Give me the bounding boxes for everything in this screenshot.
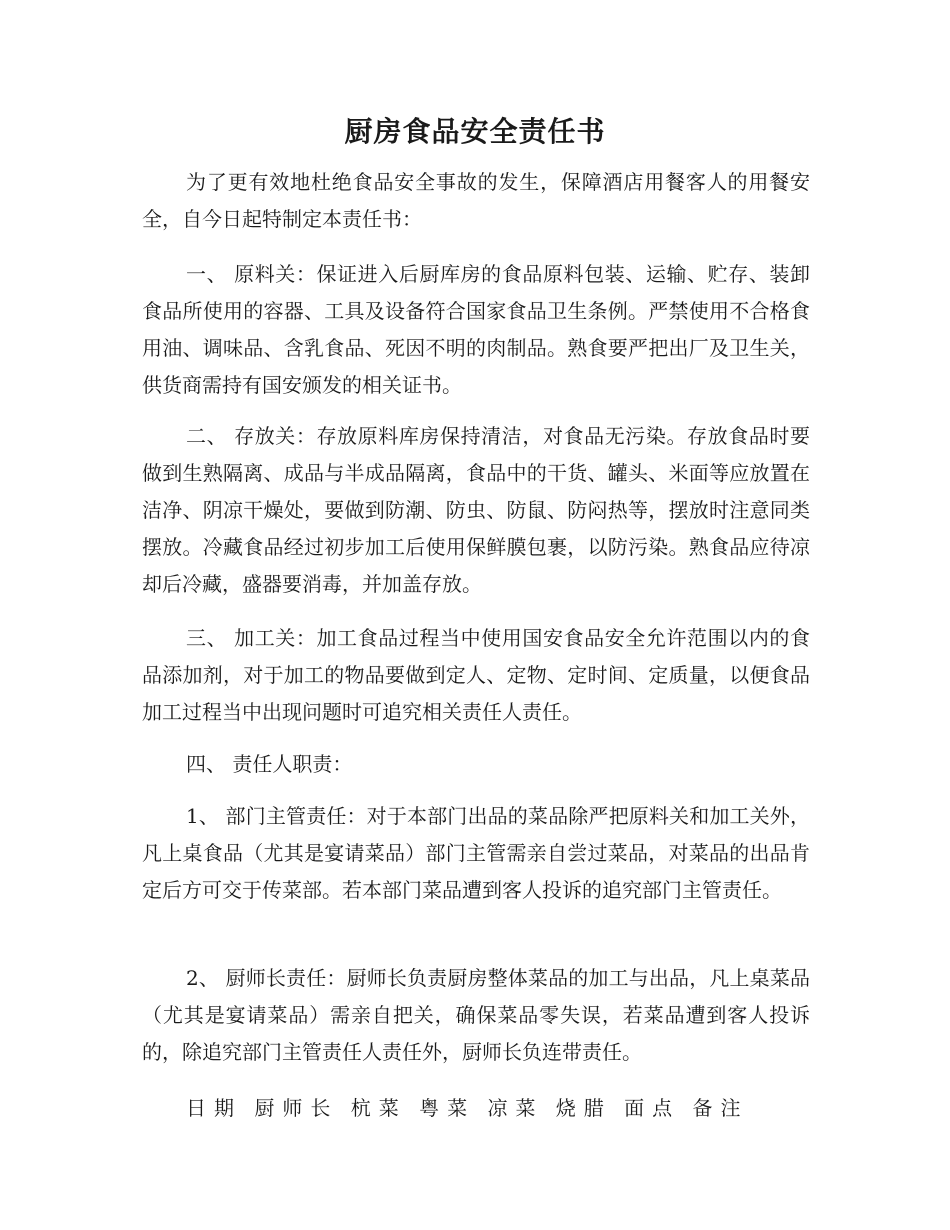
header-cell-cantonese-cuisine: 粤菜 bbox=[419, 1096, 476, 1120]
intro-paragraph: 为了更有效地杜绝食品安全事故的发生，保障酒店用餐客人的用餐安全，自今日起特制定本责任书： bbox=[142, 170, 810, 231]
header-cell-roast-meats: 烧腊 bbox=[555, 1096, 612, 1120]
paragraph-department-manager: 1、 部门主管责任：对于本部门出品的菜品除严把原料关和加工关外，凡上桌食品（尤其是宴请菜品）部门主管需亲自尝过菜品，对菜品的出品肯定后方可交于传菜部。若本部门菜品遭到客人投诉的追究部门主管责任。 bbox=[142, 804, 810, 902]
paragraph-head-chef: 2、 厨师长责任：厨师长负责厨房整体菜品的加工与出品，凡上桌菜品（尤其是宴请菜品）需亲自把关，确保菜品零失误，若菜品遭到客人投诉的，除追究部门主管责任人责任外，厨师长负连带责任。 bbox=[142, 966, 810, 1064]
header-cell-date: 日期 bbox=[186, 1096, 242, 1120]
signature-table-header bbox=[186, 1090, 755, 1127]
paragraph-storage: 二、 存放关：存放原料库房保持清洁，对食品无污染。存放食品时要做到生熟隔离、成品与半成品隔离，食品中的干货、罐头、米面等应放置在洁净、阴凉干燥处，要做到防潮、防虫、防鼠、防闷热等，摆放时注意同类摆放。冷藏食品经过初步加工后使用保鲜膜包裹，以防污染。熟食品应待凉却后冷藏，盛器要消毒，并加盖存放。 bbox=[142, 424, 810, 596]
paragraph-processing: 三、 加工关：加工食品过程当中使用国安食品安全允许范围以内的食品添加剂，对于加工的物品要做到定人、定物、定时间、定质量，以便食品加工过程当中出现问题时可追究相关责任人责任。 bbox=[142, 626, 810, 724]
header-cell-cold-dishes: 凉菜 bbox=[487, 1096, 544, 1120]
header-cell-hangzhou-cuisine: 杭菜 bbox=[350, 1096, 407, 1120]
header-cell-pastry: 面点 bbox=[624, 1096, 681, 1120]
document-title: 厨房食品安全责任书 bbox=[344, 115, 606, 148]
header-cell-remarks: 备注 bbox=[692, 1096, 749, 1120]
paragraph-responsibilities-heading: 四、 责任人职责： bbox=[186, 752, 353, 776]
header-cell-head-chef: 厨师长 bbox=[254, 1096, 339, 1120]
paragraph-raw-materials: 一、 原料关：保证进入后厨库房的食品原料包装、运输、贮存、装卸食品所使用的容器、工具及设备符合国家食品卫生条例。严禁使用不合格食用油、调味品、含乳食品、死因不明的肉制品。熟食要严把出厂及卫生关，供货商需持有国安颁发的相关证书。 bbox=[142, 262, 810, 397]
